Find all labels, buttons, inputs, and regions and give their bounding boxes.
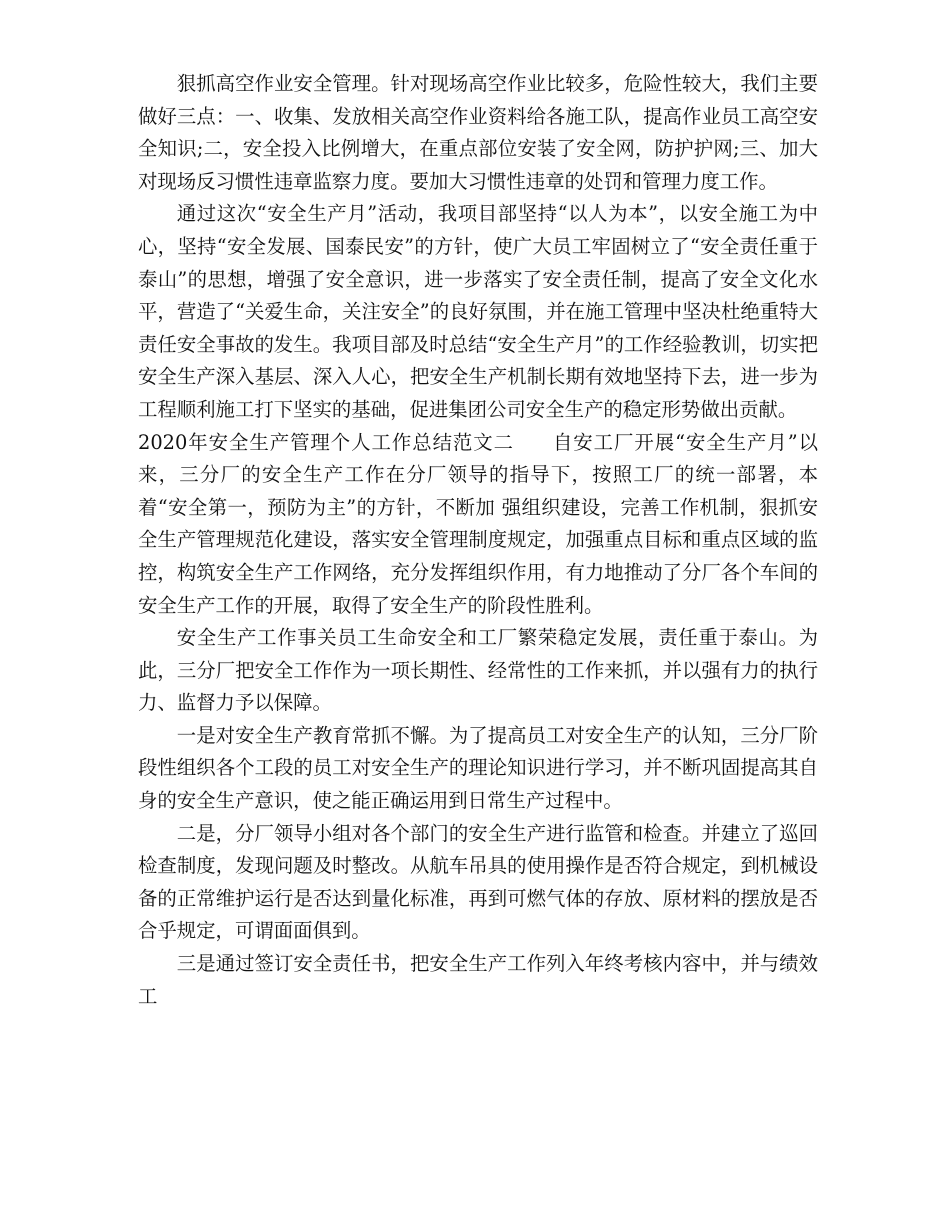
section-title: 2020年安全生产管理个人工作总结范文二	[138, 430, 514, 454]
section-heading-paragraph	[138, 427, 818, 623]
paragraph-safety-month-summary: 通过这次“安全生产月”活动，我项目部坚持“以人为本”，以安全施工为中心，坚持“安全发展、国泰民安”的方针，使广大员工牢固树立了“安全责任重于泰山”的思想，增强了安全意识，进一步落实了安全责任制，提高了安全文化水平，营造了“关爱生命，关注安全”的良好氛围，并在施工管理中坚决杜绝重特大责任安全事故的发生。我项目部及时总结“安全生产月”的工作经验教训，切实把安全生产深入基层、深入人心，把安全生产机制长期有效地坚持下去，进一步为工程顺利施工打下坚实的基础，促进集团公司安全生产的稳定形势做出贡献。	[138, 202, 818, 421]
paragraph-education: 一是对安全生产教育常抓不懈。为了提高员工对安全生产的认知，三分厂阶段性组织各个工段的员工对安全生产的理论知识进行学习，并不断巩固提高其自身的安全生产意识，使之能正确运用到日常生产过程中。	[138, 723, 818, 813]
paragraph-responsibility-letter: 三是通过签订安全责任书，把安全生产工作列入年终考核内容中，并与绩效工	[138, 952, 818, 1008]
paragraph-inspection: 二是，分厂领导小组对各个部门的安全生产进行监管和检查。并建立了巡回检查制度，发现问题及时整改。从航车吊具的使用操作是否符合规定，到机械设备的正常维护运行是否达到量化标准，再到可燃气体的存放、原材料的摆放是否合乎规定，可谓面面俱到。	[138, 821, 818, 943]
section-first-paragraph: 自安工厂开展“安全生产月”以来，三分厂的安全生产工作在分厂领导的指导下，按照工厂的统一部署，本着“安全第一，预防为主”的方针，不断加 强组织建设，完善工作机制，狠抓安全生产管理规范化建设，落实安全管理制度规定，加强重点目标和重点区域的监控，构筑安全生产工作网络，充分发挥组织作用，有力地推动了分厂各个车间的安全生产工作的开展，取得了安全生产的阶段性胜利。	[138, 430, 818, 617]
paragraph-responsibility: 安全生产工作事关员工生命安全和工厂繁荣稳定发展，责任重于泰山。为此，三分厂把安全工作作为一项长期性、经常性的工作来抓，并以强有力的执行力、监督力予以保障。	[138, 626, 818, 715]
document-body	[138, 68, 818, 1013]
paragraph-high-altitude-safety: 狠抓高空作业安全管理。针对现场高空作业比较多，危险性较大，我们主要做好三点：一、收集、发放相关高空作业资料给各施工队，提高作业员工高空安全知识;二，安全投入比例增大，在重点部位安装了安全网，防护护网;三、加大对现场反习惯性违章监察力度。要加大习惯性违章的处罚和管理力度工作。	[138, 72, 818, 193]
